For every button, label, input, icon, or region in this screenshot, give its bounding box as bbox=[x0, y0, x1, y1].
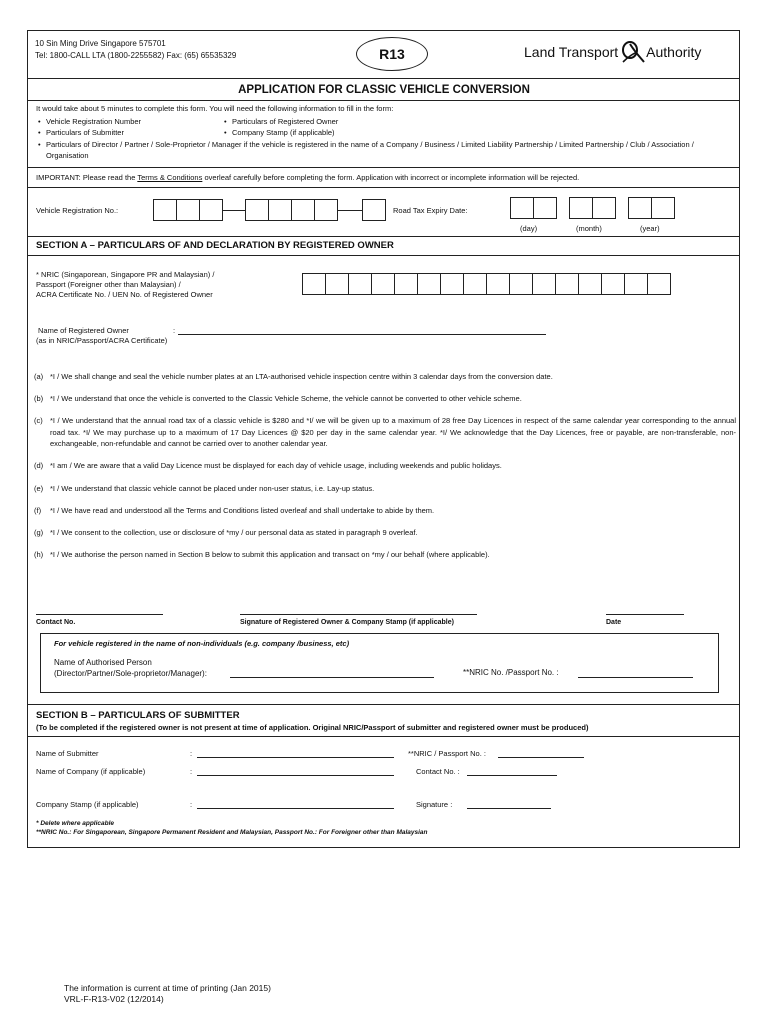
nric-box[interactable] bbox=[555, 273, 579, 295]
divider bbox=[27, 255, 740, 256]
colon: : bbox=[190, 767, 193, 776]
day-box[interactable] bbox=[510, 197, 534, 219]
nric-box[interactable] bbox=[647, 273, 671, 295]
colon: : bbox=[173, 326, 176, 335]
nric-box[interactable] bbox=[578, 273, 602, 295]
nric-box[interactable] bbox=[348, 273, 372, 295]
nric-box[interactable] bbox=[624, 273, 648, 295]
date-field[interactable] bbox=[606, 614, 684, 615]
nric-box[interactable] bbox=[463, 273, 487, 295]
intro-text: It would take about 5 minutes to complete this form. You will need the following information to fill in the form: bbox=[36, 104, 394, 113]
vehicle-reg-box[interactable] bbox=[314, 199, 338, 221]
nric-box[interactable] bbox=[532, 273, 556, 295]
submitter-name-label: Name of Submitter bbox=[36, 749, 99, 758]
nric-box[interactable] bbox=[417, 273, 441, 295]
vehicle-reg-box[interactable] bbox=[245, 199, 269, 221]
form-code-badge: R13 bbox=[356, 37, 428, 71]
year-box[interactable] bbox=[651, 197, 675, 219]
nric-box[interactable] bbox=[371, 273, 395, 295]
vehicle-reg-label: Vehicle Registration No.: bbox=[36, 206, 119, 215]
company-name-field[interactable] bbox=[197, 775, 394, 776]
address-line: 10 Sin Ming Drive Singapore 575701 bbox=[35, 39, 166, 48]
intro-item: • Company Stamp (if applicable) bbox=[232, 128, 335, 138]
footer-info: The information is current at time of printing (Jan 2015) bbox=[64, 983, 271, 993]
important-note: IMPORTANT: Please read the Terms & Conditions overleaf carefully before completing the form. Application with incorrect or incomplete information will be rejected. bbox=[36, 173, 580, 182]
divider bbox=[27, 167, 740, 168]
authorised-person-field[interactable] bbox=[230, 677, 434, 678]
month-box[interactable] bbox=[592, 197, 616, 219]
vehicle-reg-box[interactable] bbox=[291, 199, 315, 221]
contact-line: Tel: 1800-CALL LTA (1800-2255582) Fax: (65) 65535329 bbox=[35, 51, 237, 60]
section-a-heading: SECTION A – PARTICULARS OF AND DECLARATION BY REGISTERED OWNER bbox=[36, 240, 394, 251]
month-caption: (month) bbox=[576, 224, 602, 233]
month-box[interactable] bbox=[569, 197, 593, 219]
submitter-nric-label: **NRIC / Passport No. : bbox=[408, 749, 486, 758]
divider bbox=[27, 236, 740, 237]
nric-box[interactable] bbox=[325, 273, 349, 295]
colon: : bbox=[190, 749, 193, 758]
nric-box[interactable] bbox=[302, 273, 326, 295]
intro-item-long: • Particulars of Director / Partner / Sole-Proprietor / Manager if the vehicle is registered in the name of a Company / Business / Limited Liability Partnership / Limited Partnership / Club / Association / Organisation bbox=[46, 139, 736, 161]
divider bbox=[27, 736, 740, 737]
authorised-person-label: Name of Authorised Person (Director/Partner/Sole-proprietor/Manager): bbox=[54, 658, 207, 678]
owner-signature-field[interactable] bbox=[240, 614, 477, 615]
authorised-nric-field[interactable] bbox=[578, 677, 693, 678]
nric-box[interactable] bbox=[601, 273, 625, 295]
company-stamp-label: Company Stamp (if applicable) bbox=[36, 800, 139, 809]
vehicle-reg-box[interactable] bbox=[153, 199, 177, 221]
divider bbox=[27, 704, 740, 705]
intro-item: • Particulars of Submitter bbox=[46, 128, 124, 138]
submitter-signature-label: Signature : bbox=[416, 800, 453, 809]
road-tax-label: Road Tax Expiry Date: bbox=[393, 206, 468, 215]
divider bbox=[27, 78, 740, 79]
divider bbox=[27, 187, 740, 188]
submitter-name-field[interactable] bbox=[197, 757, 394, 758]
lta-emblem-icon bbox=[619, 40, 645, 64]
day-box[interactable] bbox=[533, 197, 557, 219]
non-individual-title: For vehicle registered in the name of non-individuals (e.g. company /business, etc) bbox=[54, 639, 350, 648]
year-box[interactable] bbox=[628, 197, 652, 219]
form-title: APPLICATION FOR CLASSIC VEHICLE CONVERSION bbox=[238, 84, 530, 96]
authorised-nric-label: **NRIC No. /Passport No. : bbox=[463, 668, 559, 677]
colon: : bbox=[190, 800, 193, 809]
nric-box[interactable] bbox=[486, 273, 510, 295]
year-caption: (year) bbox=[640, 224, 660, 233]
company-name-label: Name of Company (if applicable) bbox=[36, 767, 146, 776]
vehicle-reg-box[interactable] bbox=[362, 199, 386, 221]
nric-box[interactable] bbox=[509, 273, 533, 295]
section-b-subheading: (To be completed if the registered owner is not present at time of application. Original NRIC/Passport of submitter and registered owner must be produced) bbox=[36, 723, 589, 732]
day-caption: (day) bbox=[520, 224, 538, 233]
lta-address bbox=[35, 38, 236, 62]
section-b-heading: SECTION B – PARTICULARS OF SUBMITTER bbox=[36, 710, 240, 721]
vehicle-reg-box[interactable] bbox=[176, 199, 200, 221]
intro-item: • Particulars of Registered Owner bbox=[232, 117, 338, 127]
vehicle-reg-box[interactable] bbox=[268, 199, 292, 221]
owner-name-field[interactable] bbox=[178, 334, 546, 335]
contact-no-field[interactable] bbox=[36, 614, 163, 615]
intro-item: • Vehicle Registration Number bbox=[46, 117, 141, 127]
separator-dash bbox=[338, 210, 362, 211]
nric-label: * NRIC (Singaporean, Singapore PR and Malaysian) / Passport (Foreigner other than Malaysian) / ACRA Certificate No. / UEN No. of Registered Owner bbox=[36, 270, 215, 299]
owner-name-label: Name of Registered Owner (as in NRIC/Passport/ACRA Certificate) bbox=[36, 326, 168, 345]
footer-form-version: VRL-F-R13-V02 (12/2014) bbox=[64, 994, 164, 1004]
owner-signature-label: Signature of Registered Owner & Company Stamp (if applicable) bbox=[240, 619, 454, 626]
terms-link[interactable]: Terms & Conditions bbox=[137, 173, 203, 182]
footnote-delete: * Delete where applicable bbox=[36, 820, 115, 827]
nric-box[interactable] bbox=[394, 273, 418, 295]
submitter-contact-label: Contact No. : bbox=[416, 767, 460, 776]
submitter-nric-field[interactable] bbox=[498, 757, 584, 758]
submitter-signature-field[interactable] bbox=[467, 808, 551, 809]
vehicle-reg-box[interactable] bbox=[199, 199, 223, 221]
company-stamp-field[interactable] bbox=[197, 808, 394, 809]
submitter-contact-field[interactable] bbox=[467, 775, 557, 776]
divider bbox=[27, 100, 740, 101]
separator-dash bbox=[223, 210, 245, 211]
footnote-nric: **NRIC No.: For Singaporean, Singapore Permanent Resident and Malaysian, Passport No.: For Foreigner other than Malaysian bbox=[36, 829, 428, 836]
date-label: Date bbox=[606, 619, 622, 626]
nric-box[interactable] bbox=[440, 273, 464, 295]
lta-logo: Land Transport Authority bbox=[524, 40, 701, 64]
contact-no-label: Contact No. bbox=[36, 619, 76, 626]
